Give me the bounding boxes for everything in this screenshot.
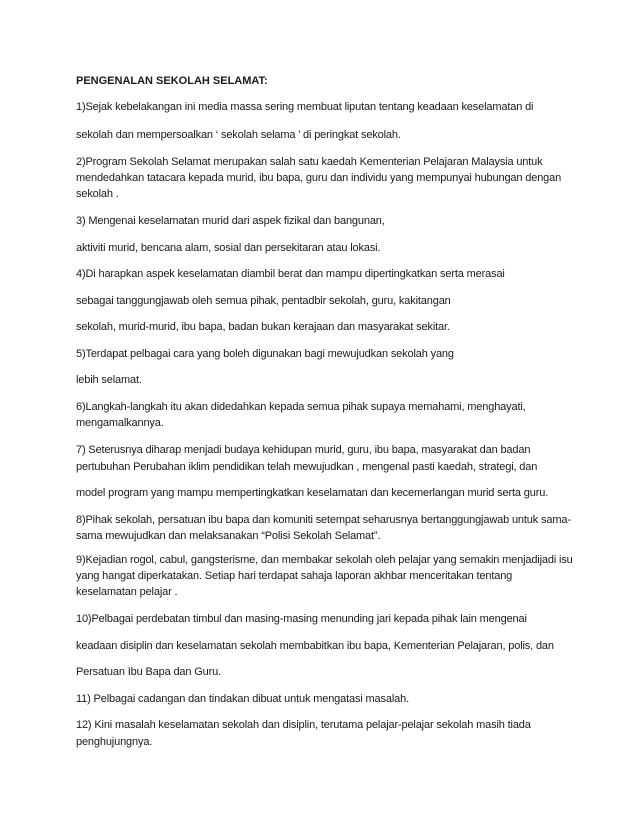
text-line: 7) Seterusnya diharap menjadi budaya kehidupan murid, guru, ibu bapa, masyarakat dan badan bbox=[76, 444, 531, 456]
text-line: model program yang mampu mempertingkatkan keselamatan dan kecemerlangan murid serta guru. bbox=[76, 487, 549, 499]
text-line: sekolah dan mempersoalkan ‘ sekolah selama ’ di peringkat sekolah. bbox=[76, 129, 401, 141]
text-line: sama mewujudkan dan melaksanakan “Polisi Sekolah Selamat”. bbox=[76, 530, 381, 542]
text-line: 11) Pelbagai cadangan dan tindakan dibuat untuk mengatasi masalah. bbox=[76, 693, 409, 705]
text-line: penghujungnya. bbox=[76, 736, 153, 748]
text-line: Persatuan Ibu Bapa dan Guru. bbox=[76, 666, 222, 678]
text-line: aktiviti murid, bencana alam, sosial dan persekitaran atau lokasi. bbox=[76, 242, 381, 254]
text-line: lebih selamat. bbox=[76, 374, 142, 386]
text-line: 4)Di harapkan aspek keselamatan diambil berat dan mampu dipertingkatkan serta merasai bbox=[76, 268, 505, 280]
text-line: 9)Kejadian rogol, cabul, gangsterisme, dan membakar sekolah oleh pelajar yang semakin menjadijadi isu bbox=[76, 554, 573, 566]
text-line: 2)Program Sekolah Selamat merupakan salah satu kaedah Kementerian Pelajaran Malaysia untuk bbox=[76, 156, 543, 168]
text-line: keselamatan pelajar . bbox=[76, 586, 178, 598]
text-line: 10)Pelbagai perdebatan timbul dan masing-masing menunding jari kepada pihak lain mengenai bbox=[76, 613, 527, 625]
text-line: 5)Terdapat pelbagai cara yang boleh digunakan bagi mewujudkan sekolah yang bbox=[76, 348, 454, 360]
text-line: pertubuhan Perubahan iklim pendidikan telah mewujudkan , mengenal pasti kaedah, strategi, dan bbox=[76, 461, 538, 473]
text-line: keadaan disiplin dan keselamatan sekolah membabitkan ibu bapa, Kementerian Pelajaran, polis, dan bbox=[76, 640, 554, 652]
text-line: sebagai tanggungjawab oleh semua pihak, pentadbir sekolah, guru, kakitangan bbox=[76, 295, 451, 307]
text-line: 8)Pihak sekolah, persatuan ibu bapa dan komuniti setempat seharusnya bertanggungjawab untuk sama- bbox=[76, 514, 571, 526]
text-line: mendedahkan tatacara kepada murid, ibu bapa, guru dan individu yang mempunyai hubungan dengan bbox=[76, 172, 562, 184]
text-line: 3) Mengenai keselamatan murid dari aspek fizikal dan bangunan, bbox=[76, 215, 385, 227]
text-line: sekolah, murid-murid, ibu bapa, badan bukan kerajaan dan masyarakat sekitar. bbox=[76, 321, 450, 333]
text-line: sekolah . bbox=[76, 188, 119, 200]
text-line: mengamalkannya. bbox=[76, 417, 164, 429]
document-title: PENGENALAN SEKOLAH SELAMAT: bbox=[76, 75, 268, 87]
text-line: 1)Sejak kebelakangan ini media massa sering membuat liputan tentang keadaan keselamatan di bbox=[76, 101, 534, 113]
text-line: 12) Kini masalah keselamatan sekolah dan disiplin, terutama pelajar-pelajar sekolah masih tiada bbox=[76, 719, 531, 731]
text-line: 6)Langkah-langkah itu akan didedahkan kepada semua pihak supaya memahami, menghayati, bbox=[76, 401, 526, 413]
text-line: yang hangat diperkatakan. Setiap hari terdapat sahaja laporan akhbar menceritakan tentang bbox=[76, 570, 513, 582]
